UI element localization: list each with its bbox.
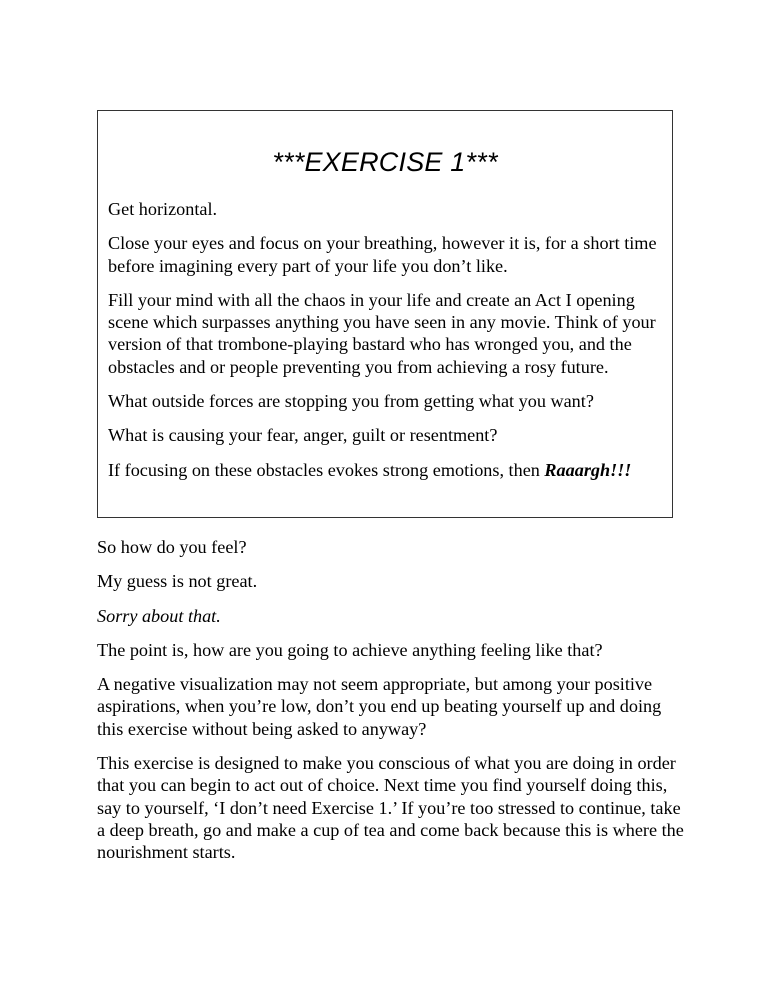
exercise-final-emphasis: Raaargh!!! bbox=[544, 459, 632, 480]
body-paragraph-italic: Sorry about that. bbox=[97, 605, 221, 626]
body-paragraph: So how do you feel? bbox=[97, 537, 247, 557]
exercise-paragraph: What is causing your fear, anger, guilt or resentment? bbox=[108, 425, 498, 446]
body-paragraph: A negative visualization may not seem appropriate, but among your positive aspirations, when you’re low, don’t you end up beating yourself up and doing this exercise without being asked to anyway? bbox=[97, 674, 662, 739]
body-paragraph: The point is, how are you going to achieve anything feeling like that? bbox=[97, 639, 603, 660]
body-paragraph: This exercise is designed to make you conscious of what you are doing in order that you can begin to act out of choice. Next time you find yourself doing this, say to yourself, ‘I don’t need Exercise 1.’ If you’re too stressed to continue, take a deep breath, go and make a cup of tea and come back because this is where the nourishment starts. bbox=[97, 753, 684, 863]
exercise-title: ***EXERCISE 1*** bbox=[272, 147, 498, 177]
body-paragraph: My guess is not great. bbox=[97, 571, 258, 592]
exercise-final-lead: If focusing on these obstacles evokes strong emotions, then bbox=[108, 459, 545, 480]
exercise-paragraph: Close your eyes and focus on your breathing, however it is, for a short time before imagining every part of your life you don’t like. bbox=[108, 233, 657, 276]
exercise-paragraph: Fill your mind with all the chaos in your life and create an Act I opening scene which surpasses anything you have seen in any movie. Think of your version of that trombone-playing bastard who has wronged you, and the obstacles and or people preventing you from achieving a rosy future. bbox=[108, 289, 656, 377]
exercise-paragraph: Get horizontal. bbox=[108, 199, 218, 219]
exercise-box bbox=[97, 110, 673, 518]
body-text bbox=[97, 536, 687, 876]
exercise-final-paragraph bbox=[108, 459, 662, 481]
exercise-paragraph: What outside forces are stopping you from getting what you want? bbox=[108, 391, 594, 412]
